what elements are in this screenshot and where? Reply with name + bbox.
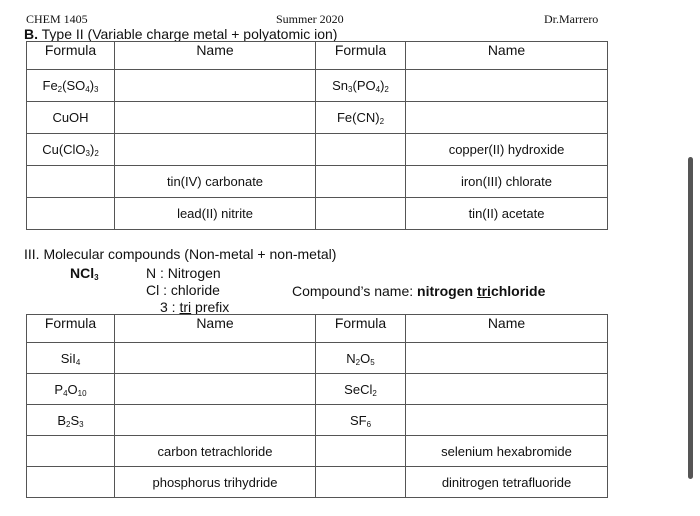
name-cell[interactable] (406, 405, 608, 436)
formula-cell: $SF_6$ (316, 405, 406, 436)
table-row (27, 134, 608, 166)
col-header-name: Name (115, 42, 316, 70)
section-b-title (24, 26, 337, 42)
col-header-name: Name (406, 315, 608, 343)
prefix-word: tri (179, 299, 192, 315)
table-header-row (27, 42, 608, 70)
name-cell[interactable] (406, 102, 608, 134)
name-cell[interactable] (115, 102, 316, 134)
prefix-number: 3 : (160, 299, 180, 315)
formula-cell: SiI$_4$ (27, 343, 115, 374)
formula-cell[interactable] (316, 134, 406, 166)
formula-cell: $Sn_3(PO_4)_2$ (316, 70, 406, 102)
vertical-scrollbar[interactable] (688, 157, 693, 479)
table-row (27, 102, 608, 134)
formula-cell[interactable] (316, 436, 406, 467)
name-cell: tin(II) acetate (406, 198, 608, 230)
example-compound-name (292, 283, 545, 299)
section-b-heading: Type II (Variable charge metal + polyatomic ion) (38, 26, 338, 42)
example-prefix-note (160, 299, 229, 315)
formula-cell[interactable] (27, 198, 115, 230)
term: Summer 2020 (276, 12, 344, 26)
section-b-label: B. (24, 26, 38, 42)
formula-cell[interactable] (27, 467, 115, 498)
table-row (27, 343, 608, 374)
col-header-name: Name (115, 315, 316, 343)
col-header-formula: Formula (27, 42, 115, 70)
formula-cell: $N_2O_5$ (316, 343, 406, 374)
table-row (27, 405, 608, 436)
table-row (27, 436, 608, 467)
compound-name-label: Compound’s name: (292, 283, 418, 299)
name-cell[interactable] (406, 374, 608, 405)
name-cell: copper(II) hydroxide (406, 134, 608, 166)
col-header-formula: Formula (27, 315, 115, 343)
col-header-formula: Formula (316, 42, 406, 70)
compound-name-first: nitrogen (417, 283, 477, 299)
formula-cell[interactable] (27, 436, 115, 467)
formula-cell: $Fe_2(SO_4)_3$ (27, 70, 115, 102)
example-formula: NCl$_3$ (70, 265, 99, 282)
name-cell[interactable] (115, 374, 316, 405)
formula-cell: $P_4O_{10}$ (27, 374, 115, 405)
table-row (27, 198, 608, 230)
col-header-formula: Formula (316, 315, 406, 343)
formula-cell: CuOH (27, 102, 115, 134)
name-cell[interactable] (406, 343, 608, 374)
name-cell: selenium hexabromide (406, 436, 608, 467)
formula-cell: SeCl$_2$ (316, 374, 406, 405)
name-cell[interactable] (406, 70, 608, 102)
table-row (27, 467, 608, 498)
name-cell[interactable] (115, 343, 316, 374)
formula-cell: $Cu(ClO_3)_2$ (27, 134, 115, 166)
formula-cell[interactable] (316, 198, 406, 230)
molecular-table (26, 314, 608, 498)
name-cell: dinitrogen tetrafluoride (406, 467, 608, 498)
formula-cell: $Fe(CN)_2$ (316, 102, 406, 134)
name-cell[interactable] (115, 70, 316, 102)
table-row (27, 70, 608, 102)
type-ii-table (26, 41, 608, 230)
example-part-nitrogen: N : Nitrogen (146, 265, 221, 281)
example-part-chloride: Cl : chloride (146, 282, 220, 298)
course-code: CHEM 1405 (26, 12, 88, 26)
compound-name-prefix: tri (476, 283, 491, 299)
name-cell[interactable] (115, 405, 316, 436)
name-cell[interactable] (115, 134, 316, 166)
table-header-row (27, 315, 608, 343)
formula-cell: $B_2S_3$ (27, 405, 115, 436)
prefix-rest: prefix (191, 299, 230, 315)
name-cell: iron(III) chlorate (406, 166, 608, 198)
formula-cell[interactable] (316, 467, 406, 498)
section-iii-title: III. Molecular compounds (Non-metal + non-metal) (24, 246, 337, 262)
name-cell: carbon tetrachloride (115, 436, 316, 467)
name-cell: lead(II) nitrite (115, 198, 316, 230)
table-row (27, 374, 608, 405)
formula-cell[interactable] (316, 166, 406, 198)
name-cell: phosphorus trihydride (115, 467, 316, 498)
formula-cell[interactable] (27, 166, 115, 198)
name-cell: tin(IV) carbonate (115, 166, 316, 198)
col-header-name: Name (406, 42, 608, 70)
table-row (27, 166, 608, 198)
instructor: Dr.Marrero (544, 12, 599, 26)
compound-name-rest: chloride (490, 283, 546, 299)
